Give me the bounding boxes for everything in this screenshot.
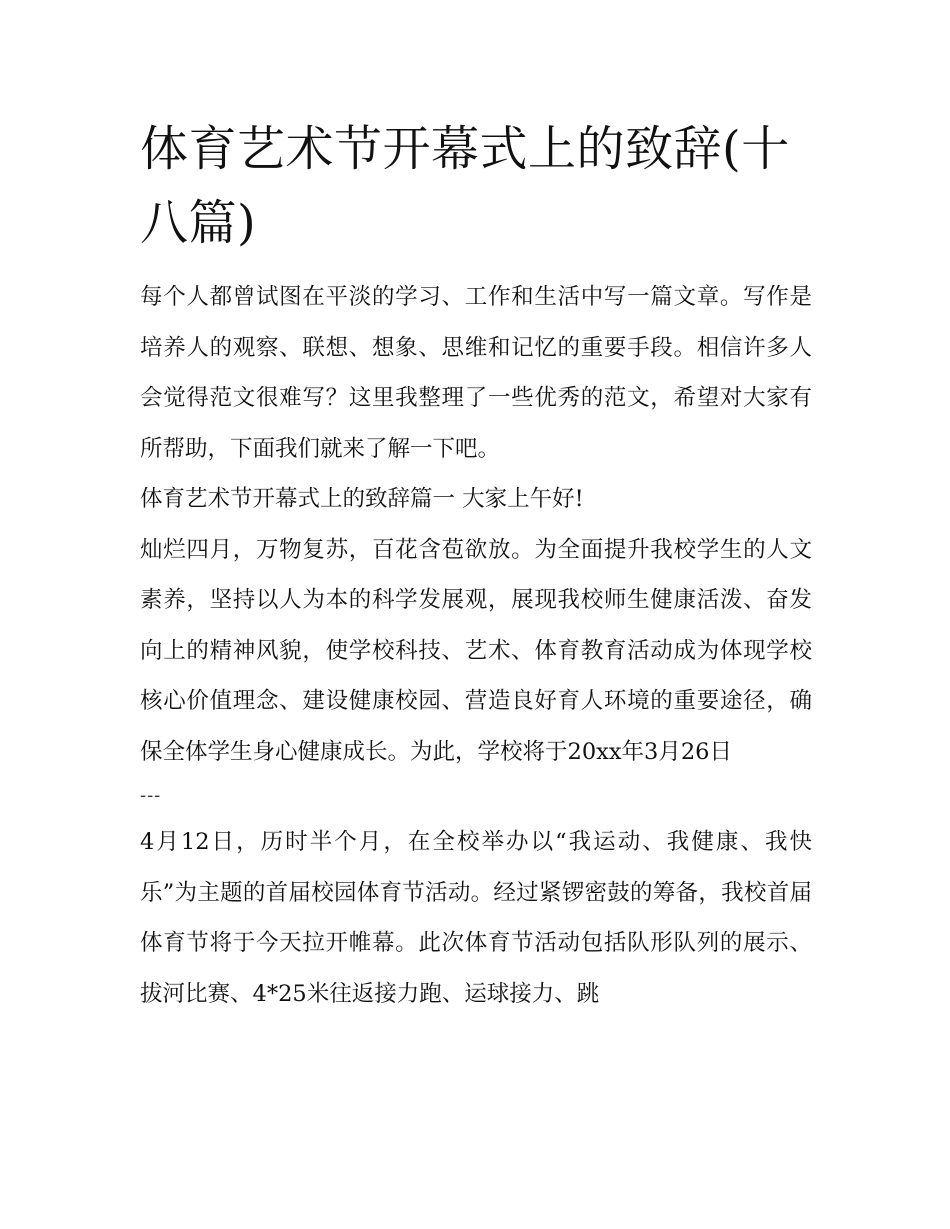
document-title: 体育艺术节开幕式上的致辞(十八篇) bbox=[140, 121, 790, 251]
body-paragraph-2: 4月12日，历时半个月，在全校举办以“我运动、我健康、我快乐”为主题的首届校园体育节活动。经过紧锣密鼓的筹备，我校首届体育节将于今天拉开帷幕。此次体育节活动包括队形队列的展示、拔河比赛、4*25米往返接力跑、运球接力、跳 bbox=[140, 829, 812, 1007]
page-separator: --- bbox=[140, 785, 162, 806]
section-heading-line: 体育艺术节开幕式上的致辞篇一 大家上午好! bbox=[140, 486, 584, 512]
intro-paragraph: 每个人都曾试图在平淡的学习、工作和生活中写一篇文章。写作是培养人的观察、联想、想象、思维和记忆的重要手段。相信许多人会觉得范文很难写？这里我整理了一些优秀的范文，希望对大家有所帮助，下面我们就来了解一下吧。 bbox=[140, 284, 812, 462]
document-content bbox=[140, 112, 812, 1019]
body-paragraph-1: 灿烂四月，万物复苏，百花含苞欲放。为全面提升我校学生的人文素养，坚持以人为本的科学发展观，展现我校师生健康活泼、奋发向上的精神风貌，使学校科技、艺术、体育教育活动成为体现学校核心价值理念、建设健康校园、营造良好育人环境的重要途径，确保全体学生身心健康成长。为此，学校将于20xx年3月26日 bbox=[140, 536, 812, 765]
